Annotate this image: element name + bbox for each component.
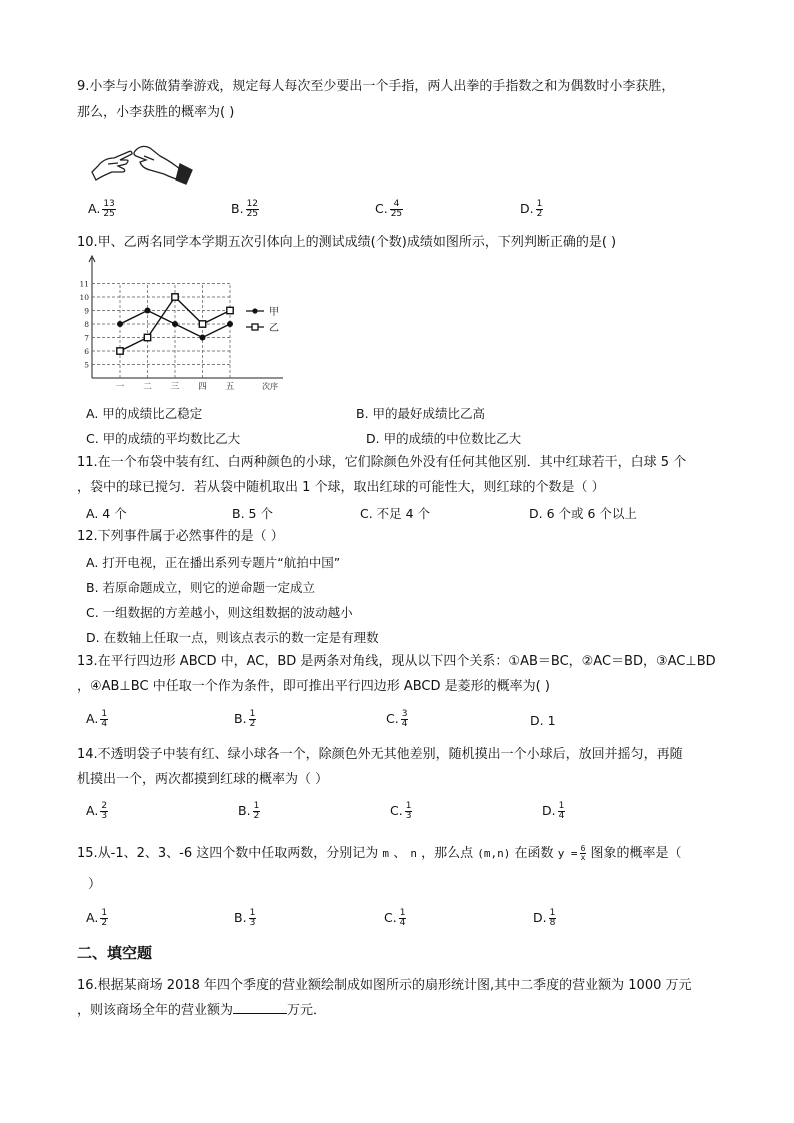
q12-option-a: A. 打开电视，正在播出系列专题片“航拍中国”	[86, 555, 341, 570]
option-label: D.	[542, 803, 556, 818]
option-label: C.	[386, 711, 399, 726]
option-label: B.	[231, 201, 244, 216]
numerator: 12	[246, 199, 259, 209]
fraction	[102, 200, 115, 219]
series-point-1	[117, 321, 123, 327]
y-tick-label: 11	[79, 279, 89, 289]
q15-text: 图象的概率是（	[590, 846, 682, 861]
denominator: 8	[549, 918, 556, 928]
q10-option-a: A. 甲的成绩比乙稳定	[86, 406, 203, 421]
numerator: 6	[580, 844, 586, 853]
fraction	[401, 710, 409, 729]
fraction	[249, 909, 257, 928]
denominator: 25	[390, 209, 403, 219]
q14-option-a	[86, 802, 108, 821]
x-tick-label: 二	[143, 382, 152, 392]
x-tick-label: 四	[198, 382, 207, 392]
separator: 、	[393, 846, 407, 861]
denominator: 25	[103, 209, 115, 219]
y-tick-label: 7	[84, 333, 89, 343]
fraction	[246, 200, 259, 219]
q15-line2: ）	[88, 877, 102, 892]
q15-text: ，那么点	[421, 846, 474, 861]
numerator: 1	[558, 801, 565, 811]
q14-option-d	[542, 802, 565, 821]
numerator: 1	[253, 801, 260, 811]
denominator: 2	[536, 209, 543, 219]
line-chart	[78, 254, 298, 400]
q12-line1: 12.下列事件属于必然事件的是（ ）	[77, 529, 284, 544]
q10-option-c: C. 甲的成绩的平均数比乙大	[86, 431, 241, 446]
q13-option-b	[234, 710, 256, 729]
q11-line1: 11.在一个布袋中装有红、白两种颜色的小球，它们除颜色外没有任何其他区别．其中红球若干，白球 5 个	[77, 455, 687, 470]
denominator: 3	[405, 811, 412, 821]
q16-line2	[77, 1000, 326, 1022]
fraction	[558, 802, 566, 821]
q12-option-c: C. 一组数据的方差越小，则这组数据的波动越小	[86, 605, 353, 620]
q9-option-a	[88, 200, 116, 219]
q15-text: 在函数	[514, 846, 554, 861]
option-label: C.	[384, 910, 397, 925]
q11-option-b: B. 5 个	[232, 506, 273, 521]
series-point-2	[117, 348, 123, 354]
option-label: B.	[234, 910, 247, 925]
series-point-2	[199, 321, 205, 327]
legend-label-1: 甲	[269, 307, 279, 318]
option-label: A.	[86, 910, 99, 925]
q12-option-b: B. 若原命题成立，则它的逆命题一定成立	[86, 580, 316, 595]
denominator: 4	[558, 811, 565, 821]
legend-marker-2	[252, 324, 258, 330]
numerator: 13	[103, 199, 115, 209]
section-title: 二、填空题	[77, 944, 153, 962]
legend-label-2: 乙	[269, 323, 279, 334]
series-point-2	[144, 334, 150, 340]
q16-line1: 16.根据某商场 2018 年四个季度的营业额绘制成如图所示的扇形统计图,其中二季度的营业额为 1000 万元	[77, 978, 692, 993]
variable-n: n	[410, 847, 417, 860]
numerator: 1	[549, 908, 556, 918]
denominator: 25	[246, 209, 259, 219]
denominator: 4	[399, 918, 406, 928]
denominator: 4	[401, 719, 408, 729]
q11-option-d: D. 6 个或 6 个以上	[529, 506, 637, 521]
series-point-2	[172, 294, 178, 300]
q9-option-c	[375, 200, 403, 219]
q15-text: 15.从-1、2、3、-6 这四个数中任取两数，分别记为	[77, 846, 379, 861]
option-label: A.	[86, 711, 99, 726]
fraction	[253, 802, 261, 821]
q11-line2: ，袋中的球已搅匀．若从袋中随机取出 1 个球，取出红球的可能性大，则红球的个数是（ ）	[77, 480, 605, 495]
numerator: 1	[249, 709, 256, 719]
q9-option-d	[520, 200, 543, 219]
q15-option-c	[384, 909, 406, 928]
option-label: B.	[234, 711, 247, 726]
fraction	[100, 909, 108, 928]
q11-option-a: A. 4 个	[86, 506, 127, 521]
q15-option-a	[86, 909, 108, 928]
answer-blank[interactable]	[233, 1001, 287, 1014]
numerator: 1	[101, 908, 108, 918]
fraction	[249, 710, 257, 729]
option-label: B.	[238, 803, 251, 818]
numerator: 1	[399, 908, 406, 918]
option-label: C.	[375, 201, 388, 216]
numerator: 4	[393, 199, 400, 209]
numerator: 2	[101, 801, 108, 811]
fraction	[549, 909, 557, 928]
y-tick-label: 5	[84, 360, 89, 370]
q14-line2: 机摸出一个，两次都摸到红球的概率为（ ）	[77, 772, 329, 787]
denominator: 2	[249, 719, 256, 729]
denominator: 3	[249, 918, 256, 928]
option-label: D.	[533, 910, 547, 925]
option-label: A.	[88, 201, 101, 216]
fraction	[100, 710, 108, 729]
q16-text: ，则该商场全年的营业额为	[77, 1003, 234, 1018]
fraction	[536, 200, 544, 219]
q15-line1	[77, 843, 682, 865]
series-point-1	[200, 335, 206, 341]
series-point-1	[227, 321, 233, 327]
q11-option-c: C. 不足 4 个	[360, 506, 431, 521]
q15-option-d	[533, 909, 556, 928]
y-tick-label: 6	[84, 347, 89, 356]
q10-option-d: D. 甲的成绩的中位数比乙大	[366, 431, 522, 446]
x-tick-label: 五	[225, 382, 235, 392]
function-fraction	[580, 845, 587, 862]
fraction	[405, 802, 413, 821]
x-tick-label: 一	[115, 382, 125, 392]
fraction	[399, 909, 407, 928]
x-tick-label: 三	[170, 382, 180, 392]
denominator: 2	[101, 918, 108, 928]
q9-line1: 9.小李与小陈做猜拳游戏，规定每人每次至少要出一个手指，两人出拳的手指数之和为偶数时小李获胜，	[77, 79, 675, 94]
y-tick-label: 8	[84, 320, 89, 329]
hands-illustration	[88, 136, 198, 188]
q13-option-d: D. 1	[530, 713, 556, 728]
point-mn: (m,n)	[477, 847, 511, 860]
numerator: 1	[249, 908, 256, 918]
q14-line1: 14.不透明袋子中装有红、绿小球各一个，除颜色外无其他差别，随机摸出一个小球后，放回并摇匀，再随	[77, 747, 683, 762]
q10-option-b: B. 甲的最好成绩比乙高	[356, 406, 486, 421]
y-tick-label: 9	[84, 306, 89, 316]
q13-line1: 13.在平行四边形 ABCD 中，AC，BD 是两条对角线，现从以下四个关系：①AB＝BC，②AC＝BD，③AC⊥BD	[77, 654, 716, 669]
function-lhs: y =	[557, 847, 578, 860]
numerator: 1	[536, 199, 543, 209]
q9-line2: 那么，小李获胜的概率为( )	[77, 105, 235, 120]
series-point-2	[227, 307, 233, 313]
q15-option-b	[234, 909, 256, 928]
series-point-1	[172, 321, 178, 327]
option-label: D.	[520, 201, 534, 216]
numerator: 1	[101, 709, 108, 719]
denominator: 3	[101, 811, 108, 821]
legend-marker-1	[252, 308, 257, 313]
q16-text: 万元．	[287, 1003, 327, 1018]
q14-option-c	[390, 802, 412, 821]
denominator: x	[580, 853, 586, 862]
fraction	[100, 802, 108, 821]
option-label: C.	[390, 803, 403, 818]
q13-line2: ，④AB⊥BC 中任取一个作为条件，即可推出平行四边形 ABCD 是菱形的概率为( )	[77, 679, 550, 694]
series-point-1	[145, 308, 151, 314]
q9-option-b	[231, 200, 259, 219]
q12-option-d: D. 在数轴上任取一点，则该点表示的数一定是有理数	[86, 630, 379, 645]
fraction	[390, 200, 403, 219]
y-tick-label: 10	[79, 293, 89, 302]
denominator: 2	[253, 811, 260, 821]
denominator: 4	[101, 719, 108, 729]
x-axis-label: 次序	[262, 382, 278, 391]
variable-m: m	[382, 847, 390, 860]
q14-option-b	[238, 802, 260, 821]
q10-line1: 10.甲、乙两名同学本学期五次引体向上的测试成绩(个数)成绩如图所示，下列判断正确的是( )	[77, 235, 617, 250]
q13-option-a	[86, 710, 108, 729]
option-label: A.	[86, 803, 99, 818]
q13-option-c	[386, 710, 408, 729]
numerator: 3	[401, 709, 408, 719]
numerator: 1	[405, 801, 412, 811]
